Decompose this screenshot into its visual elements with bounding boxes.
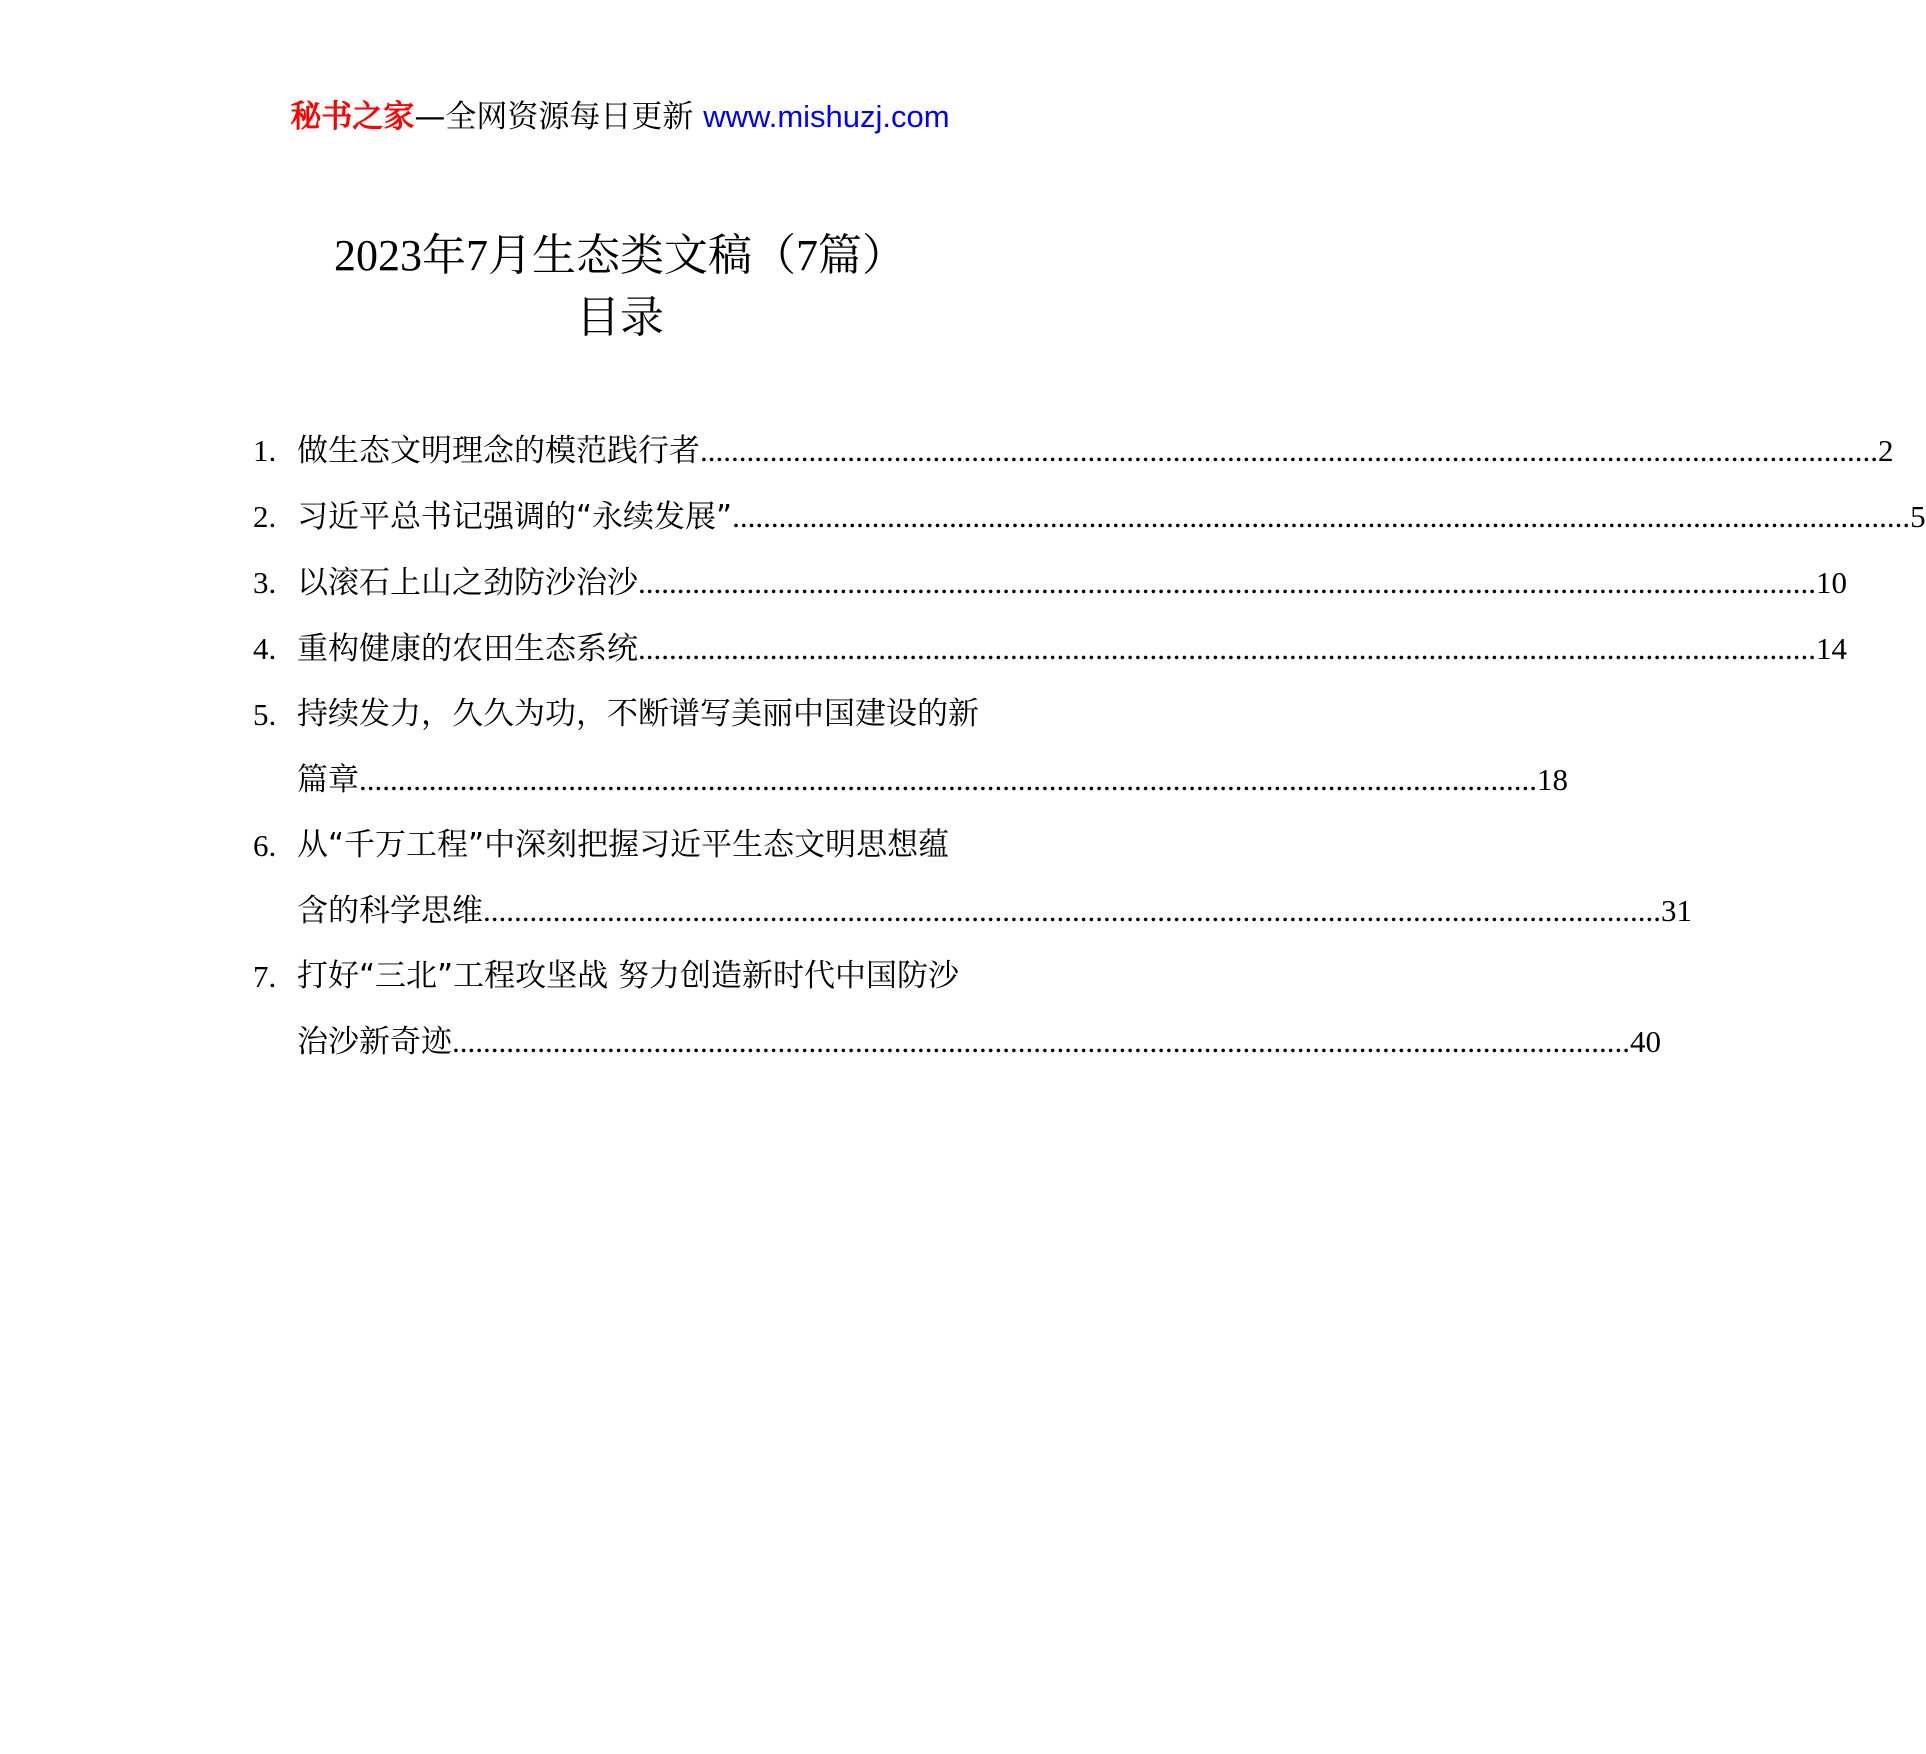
toc-item[interactable] [0, 682, 1568, 813]
toc-item-title-line2: 治沙新奇迹 [297, 1024, 452, 1060]
toc-item-title-line1: 持续发力，久久为功，不断谱写美丽中国建设的新 [297, 696, 979, 732]
toc-item-page: 40 [1630, 1024, 1661, 1059]
toc-item-page: 5 [1910, 499, 1926, 534]
toc-item-page: 31 [1661, 893, 1692, 928]
toc-item-title-line2: 含的科学思维 [297, 893, 483, 929]
toc-item-index: 6. [253, 828, 277, 863]
brand-name: 秘书之家 [290, 99, 415, 135]
title-year-suffix: 年 [422, 230, 466, 281]
toc-item[interactable] [0, 418, 1894, 484]
toc-item-title: 以滚石上山之劲防沙治沙 [297, 565, 638, 601]
toc-item[interactable] [0, 616, 1847, 682]
toc-leader-dots: ........................................................................................................................................................ [483, 893, 1661, 928]
toc-item-page: 2 [1878, 433, 1894, 468]
toc-item-title-line2: 篇章 [297, 762, 359, 798]
toc-item-title-line1: 打好“三北”工程攻坚战 努力创造新时代中国防沙 [297, 958, 959, 994]
banner-slogan: —全网资源每日更新 [414, 99, 704, 135]
toc-item-index: 3. [253, 565, 277, 600]
toc-item-title: 重构健康的农田生态系统 [297, 631, 638, 667]
page-subtitle: 目录 [576, 292, 664, 343]
toc-item[interactable] [0, 550, 1847, 616]
site-url-link[interactable]: www.mishuzj.com [703, 99, 950, 134]
toc-leader-dots: ........................................................................................................................................................ [452, 1024, 1630, 1059]
site-banner [0, 96, 1240, 138]
page-title [0, 226, 1240, 286]
toc-item[interactable] [0, 813, 1692, 944]
toc-item-title: 做生态文明理念的模范践行者 [297, 433, 700, 469]
toc-item[interactable] [0, 944, 1661, 1075]
toc-leader-dots: ........................................................................................................................................................ [359, 762, 1537, 797]
table-of-contents [0, 418, 1926, 1075]
toc-item-index: 7. [253, 959, 277, 994]
title-year: 2023 [334, 231, 422, 280]
toc-leader-dots: ........................................................................................................................................................ [638, 565, 1816, 600]
toc-item-page: 14 [1816, 631, 1847, 666]
toc-item-index: 4. [253, 631, 277, 666]
toc-item[interactable] [0, 484, 1926, 550]
toc-leader-dots: ........................................................................................................................................................ [638, 631, 1816, 666]
toc-item-page: 18 [1537, 762, 1568, 797]
toc-item-index: 1. [253, 433, 277, 468]
toc-leader-dots: ........................................................................................................................................................ [700, 433, 1878, 468]
toc-item-page: 10 [1816, 565, 1847, 600]
toc-item-title: 习近平总书记强调的“永续发展” [297, 499, 733, 535]
toc-item-index: 5. [253, 697, 277, 732]
toc-item-index: 2. [253, 499, 277, 534]
toc-item-title-line1: 从“千万工程”中深刻把握习近平生态文明思想蕴 [297, 827, 950, 863]
title-rest: 月生态类文稿（ [488, 230, 796, 281]
title-month: 7 [466, 231, 488, 280]
toc-leader-dots: ........................................................................................................................................................ [732, 499, 1911, 534]
title-close: 篇） [818, 230, 906, 281]
title-count: 7 [796, 231, 818, 280]
